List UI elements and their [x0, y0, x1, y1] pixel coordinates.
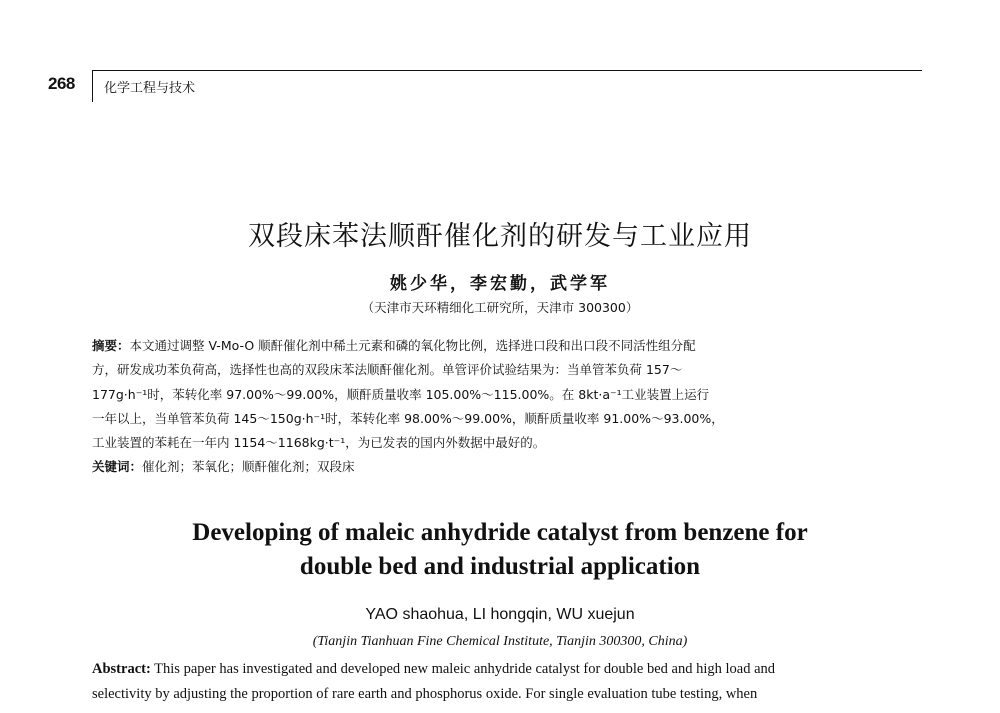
header-divider: [92, 70, 93, 102]
english-title-line-1: Developing of maleic anhydride catalyst from benzene for: [192, 519, 808, 546]
english-affiliation: (Tianjin Tianhuan Fine Chemical Institute, Tianjin 300300, China): [312, 634, 688, 649]
english-authors: YAO shaohua, LI hongqin, WU xuejun: [365, 606, 635, 623]
chinese-keywords-label: 关键词：: [92, 459, 143, 475]
chinese-keywords-text: 催化剂；苯氧化；顺酐催化剂；双段床: [142, 459, 355, 475]
chinese-abstract-line: 177g·h⁻¹时，苯转化率 97.00%～99.00%，顺酐质量收率 105.00%～115.00%。在 8kt·a⁻¹工业装置上运行: [92, 386, 710, 402]
header-rule: [92, 70, 922, 71]
english-abstract-line: [92, 657, 918, 682]
chinese-abstract-line: 一年以上，当单管苯负荷 145～150g·h⁻¹时，苯转化率 98.00%～99.00%，顺酐质量收率 91.00%～93.00%，: [92, 410, 724, 426]
english-title-line-2: double bed and industrial application: [299, 553, 701, 580]
chinese-abstract-line: [92, 334, 918, 358]
page-number: 268: [48, 74, 75, 93]
chinese-keywords: [92, 455, 918, 479]
english-title: [0, 516, 1000, 584]
chinese-authors: 姚少华，李宏勤，武学军: [390, 274, 610, 294]
chinese-abstract: [92, 334, 918, 480]
english-abstract-text: This paper has investigated and developed new maleic anhydride catalyst for double bed and high load and: [150, 661, 776, 677]
chinese-abstract-line: 方，研发成功苯负荷高，选择性也高的双段床苯法顺酐催化剂。单管评价试验结果为：当单管苯负荷 157～: [92, 362, 683, 378]
journal-name: 化学工程与技术: [104, 81, 196, 96]
chinese-abstract-line: 工业装置的苯耗在一年内 1154～1168kg·t⁻¹，为已发表的国内外数据中最好的。: [92, 435, 546, 451]
english-abstract: [92, 657, 918, 707]
chinese-abstract-label: 摘要：: [92, 338, 130, 353]
running-header: [48, 62, 922, 104]
chinese-abstract-text: 本文通过调整 V-Mo-O 顺酐催化剂中稀土元素和磷的氧化物比例，选择进口段和出口段不同活性组分配: [129, 338, 696, 353]
english-abstract-label: Abstract:: [92, 661, 151, 677]
english-abstract-line: selectivity by adjusting the proportion of rare earth and phosphorus oxide. For single evaluation tube testing, when: [92, 686, 758, 702]
chinese-title: 双段床苯法顺酐催化剂的研发与工业应用: [248, 221, 752, 252]
chinese-affiliation: （天津市天环精细化工研究所，天津市 300300）: [361, 300, 639, 315]
